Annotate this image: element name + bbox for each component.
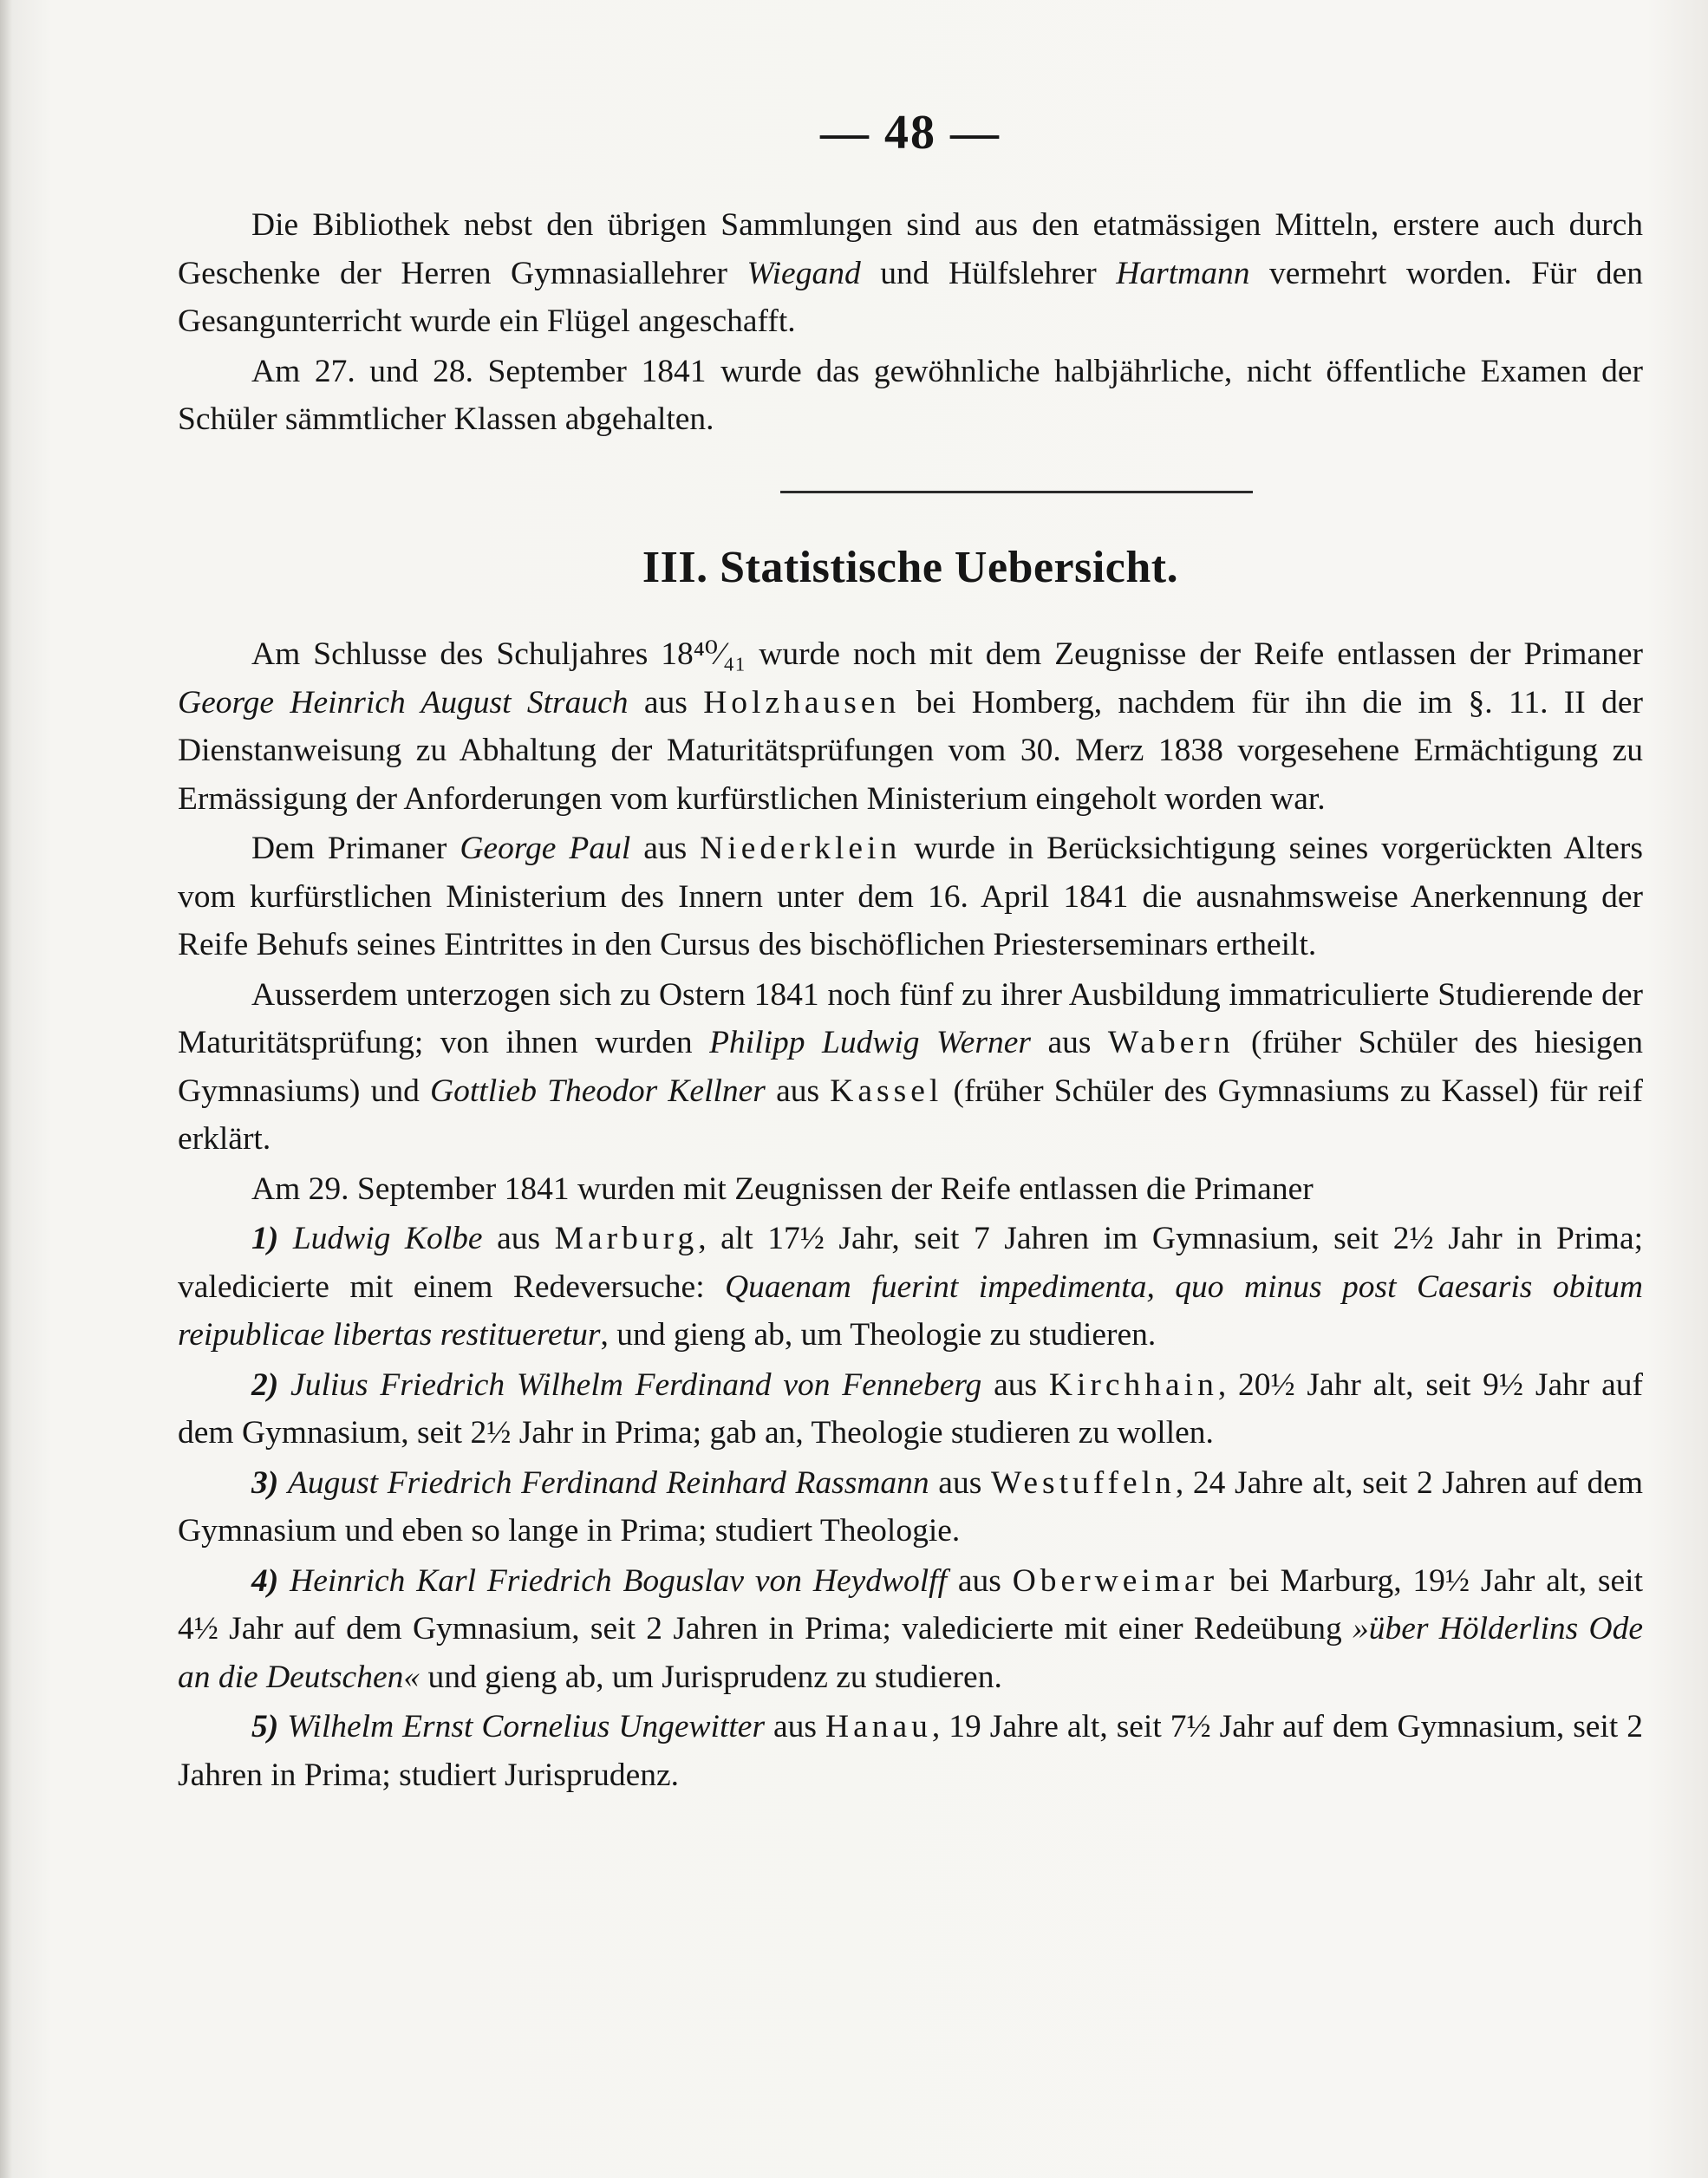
spaced-place-name: Holzhausen — [703, 684, 901, 721]
paragraph-september-graduates — [178, 1165, 1643, 1214]
text-run: bei Homberg, nachdem für ihn die im §. 11. II der Dienstanweisung zu Abhaltung der Maturitätsprüfungen vom 30. Merz 1838 vorgesehene Ermächtigung zu Ermässigung der Anforderungen vom kurfürstlichen Ministerium eingeholt worden war. — [178, 684, 1643, 817]
text-run: aus — [765, 1709, 826, 1744]
list-number: 3) — [251, 1464, 279, 1501]
spaced-place-name: Wabern — [1107, 1025, 1235, 1060]
text-run: Die Bibliothek nebst den übrigen Sammlungen sind aus den etatmässigen Mitteln, erstere auch durch Geschenke der Herren Gymnasiallehrer — [178, 207, 1643, 291]
text-run: (früher Schüler des hiesigen Gymnasiums) und — [178, 1025, 1643, 1109]
list-item-heydwolff — [178, 1557, 1643, 1702]
text-run — [278, 1709, 287, 1744]
text-run: und gieng ab, um Jurisprudenz zu studieren. — [420, 1659, 1002, 1695]
text-run: vermehrt worden. Für den Gesangunterricht wurde ein Flügel angeschafft. — [178, 255, 1643, 339]
text-run: Am 29. September 1841 wurden mit Zeugnissen der Reife entlassen die Primaner — [251, 1171, 1314, 1207]
italic-run: Philipp Ludwig Werner — [709, 1025, 1031, 1060]
spaced-place-name: Kassel — [830, 1073, 943, 1109]
italic-run: Ludwig Kolbe — [292, 1221, 483, 1256]
section-heading: III. Statistische Uebersicht. — [642, 543, 1179, 592]
text-run: , und gieng ab, um Theologie zu studieren. — [600, 1317, 1157, 1353]
list-number: 1) — [251, 1221, 279, 1256]
text-run: aus — [765, 1073, 831, 1109]
list-number: 5) — [251, 1709, 279, 1744]
text-run — [278, 1221, 293, 1256]
text-run: aus — [1031, 1025, 1108, 1060]
text-run: Dem Primaner — [251, 831, 460, 866]
text-run: aus — [929, 1464, 991, 1501]
text-run: Am 27. und 28. September 1841 wurde das gewöhnliche halbjährliche, nicht öffentliche Examen der Schüler sämmtlicher Klassen abgehalten. — [178, 353, 1643, 437]
text-run: aus — [630, 831, 701, 866]
text-run: , alt 17½ Jahr, seit 7 Jahren im Gymnasium, seit 2½ Jahr in Prima; valedicierte mit einem Redeversuche: — [178, 1221, 1644, 1305]
paragraph-examination — [178, 348, 1643, 444]
spaced-place-name: Niederklein — [700, 831, 902, 866]
text-run: aus — [482, 1221, 555, 1256]
italic-run: Heinrich Karl Friedrich Boguslav von Heydwolff — [290, 1562, 948, 1599]
italic-run: Wiegand — [746, 255, 861, 291]
spaced-place-name: Marburg — [554, 1221, 699, 1256]
spaced-place-name: Westuffeln — [990, 1464, 1176, 1501]
paragraph-easter-exam — [178, 971, 1643, 1164]
intro-section — [178, 201, 1643, 444]
list-item-fenneberg — [178, 1361, 1643, 1457]
spaced-place-name: Oberweimar — [1012, 1562, 1219, 1599]
text-run: und Hülfslehrer — [860, 255, 1117, 291]
text-run: (früher Schüler des Gymnasiums zu Kassel) für reif erklärt. — [178, 1073, 1643, 1157]
spaced-place-name: Kirchhain — [1048, 1366, 1218, 1403]
list-item-ungewitter — [178, 1703, 1643, 1799]
italic-run: Gottlieb Theodor Kellner — [430, 1073, 766, 1109]
italic-run: Quaenam fuerint impedimenta, quo minus post Caesaris obitum reipublicae libertas restitueretur — [178, 1268, 1643, 1353]
spaced-place-name: Hanau — [825, 1709, 932, 1744]
italic-run: Wilhelm Ernst Cornelius Ungewitter — [287, 1709, 766, 1744]
text-run — [278, 1563, 290, 1599]
italic-run: August Friedrich Ferdinand Reinhard Rassmann — [287, 1464, 929, 1501]
section-divider — [780, 491, 1253, 493]
list-item-kolbe — [178, 1215, 1643, 1360]
paragraph-strauch — [178, 630, 1643, 823]
scan-edge-shadow — [0, 0, 12, 2178]
list-number: 2) — [251, 1366, 279, 1403]
list-item-rassmann — [178, 1459, 1643, 1555]
text-run: , 24 Jahre alt, seit 2 Jahren auf dem Gymnasium und eben so lange in Prima; studiert Theologie. — [178, 1464, 1644, 1549]
page-number: — 48 — — [820, 106, 1001, 160]
text-run — [278, 1465, 288, 1501]
statistics-section — [178, 630, 1643, 1799]
paragraph-library — [178, 201, 1643, 346]
text-run: aus — [628, 684, 704, 721]
italic-run: Hartmann — [1116, 255, 1250, 291]
text-run: Ausserdem unterzogen sich zu Ostern 1841 noch fünf zu ihrer Ausbildung immatriculierte Studierende der Maturitätsprüfung; von ihnen wurden — [178, 976, 1643, 1060]
italic-run: George Paul — [460, 831, 631, 866]
text-run: Am Schlusse des Schuljahres 18⁴⁰⁄₄₁ wurde noch mit dem Zeugnisse der Reife entlassen der Primaner — [251, 636, 1643, 672]
text-run — [278, 1367, 290, 1403]
list-number: 4) — [251, 1562, 279, 1599]
text-run: aus — [981, 1366, 1049, 1403]
italic-run: »über Hölderlins Ode an die Deutschen« — [178, 1611, 1643, 1695]
text-run: wurde in Berücksichtigung seines vorgerückten Alters vom kurfürstlichen Ministerium des Innern unter dem 16. April 1841 die ausnahmsweise Anerkennung der Reife Behufs seines Eintrittes in den Cursus des bischöflichen Priesterseminars ertheilt. — [178, 831, 1643, 962]
italic-run: George Heinrich August Strauch — [178, 684, 629, 721]
paragraph-paul — [178, 825, 1643, 969]
text-run: , 19 Jahre alt, seit 7½ Jahr auf dem Gymnasium, seit 2 Jahren in Prima; studiert Jurisprudenz. — [178, 1709, 1644, 1793]
text-run: aus — [947, 1562, 1013, 1599]
text-run: bei Marburg, 19½ Jahr alt, seit 4½ Jahr auf dem Gymnasium, seit 2 Jahren in Prima; valedicierte mit einer Redeübung — [178, 1562, 1644, 1647]
italic-run: Julius Friedrich Wilhelm Ferdinand von Fenneberg — [290, 1366, 982, 1403]
text-run: , 20½ Jahr alt, seit 9½ Jahr auf dem Gymnasium, seit 2½ Jahr in Prima; gab an, Theologie studieren zu wollen. — [178, 1366, 1643, 1451]
